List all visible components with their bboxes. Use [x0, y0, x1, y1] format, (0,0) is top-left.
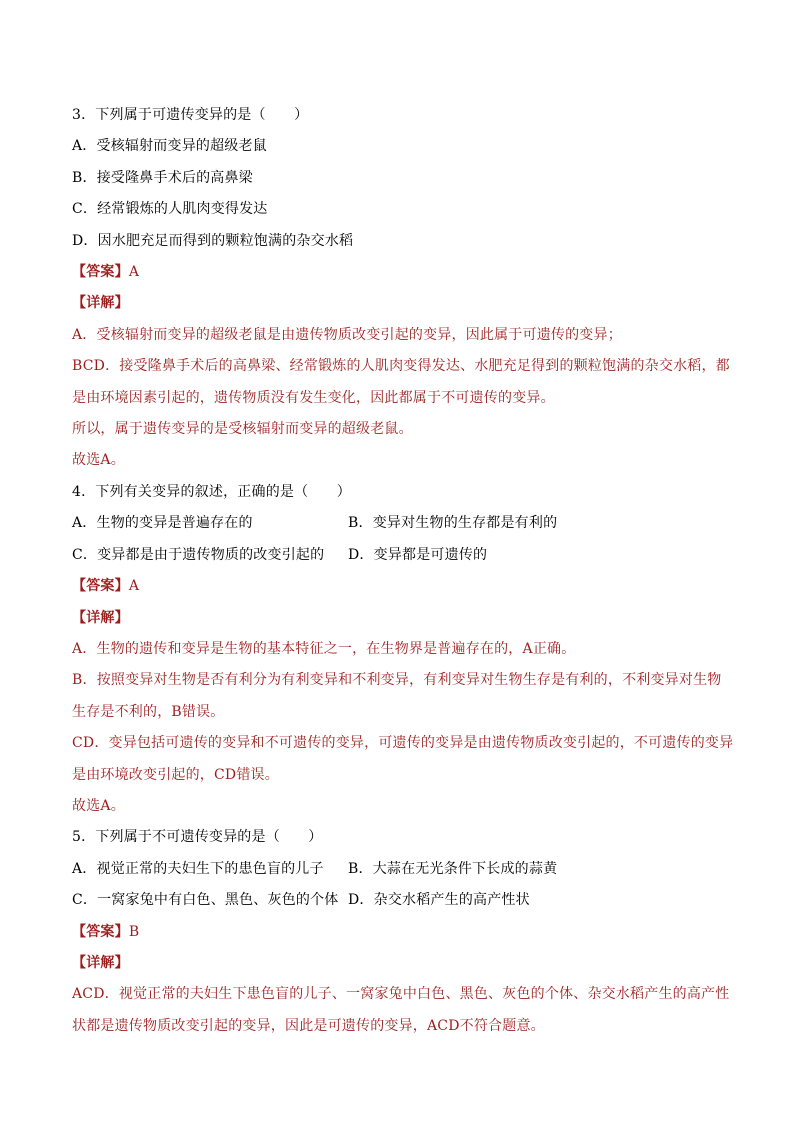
- q3-detail-line-1: A．受核辐射而变异的超级老鼠是由遗传物质改变引起的变异，因此属于可遗传的变异；: [72, 326, 622, 343]
- q4-detail-tag: 【详解】: [72, 609, 129, 626]
- q3-detail-line-2: BCD．接受隆鼻手术后的高鼻梁、经常锻炼的人肌肉变得发达、水肥充足得到的颗粒饱满的杂交水稻，都: [72, 358, 730, 375]
- q4-options-row-1: [72, 508, 722, 539]
- q4-detail-line-4: CD．变异包括可遗传的变异和不可遗传的变异，可遗传的变异是由遗传物质改变引起的，不可遗传的变异: [72, 735, 734, 752]
- q4-detail-line-5: 是由环境改变引起的，CD错误。: [72, 766, 279, 783]
- q5-detail-line-1: ACD．视觉正常的夫妇生下患色盲的儿子、一窝家兔中白色、黑色、灰色的个体、杂交水稻产生的高产性: [72, 986, 730, 1003]
- q4-answer-tag: 【答案】: [72, 578, 129, 595]
- q4-answer: [72, 571, 722, 602]
- q5-option-d: D．杂交水稻产生的高产性状: [348, 892, 530, 909]
- q3-detail-tag: 【详解】: [72, 295, 129, 312]
- q5-options-row-2: [72, 885, 722, 916]
- q3-option-b: B．接受隆鼻手术后的高鼻梁: [72, 169, 253, 186]
- q5-option-b: B．大蒜在无光条件下长成的蒜黄: [348, 860, 558, 877]
- q5-detail-tag: 【详解】: [72, 954, 129, 971]
- q5-option-a: A．视觉正常的夫妇生下的患色盲的儿子: [72, 860, 324, 877]
- q3-option-c: C．经常锻炼的人肌肉变得发达: [72, 201, 268, 218]
- q5-option-c: C．一窝家兔中有白色、黑色、灰色的个体: [72, 892, 339, 909]
- document-page: [72, 100, 734, 1042]
- q5-stem: 5．下列属于不可遗传变异的是（ ）: [72, 829, 323, 846]
- q5-options-row-1: [72, 854, 722, 885]
- q4-detail-line-2: B．按照变异对生物是否有利分为有利变异和不利变异，有利变异对生物生存是有利的，不利变异对生物: [72, 672, 722, 689]
- q3-answer-tag: 【答案】: [72, 264, 129, 281]
- q4-option-c: C．变异都是由于遗传物质的改变引起的: [72, 546, 325, 563]
- q4-option-b: B．变异对生物的生存都是有利的: [348, 515, 558, 532]
- q4-option-d: D．变异都是可遗传的: [348, 546, 488, 563]
- q3-option-d: D．因水肥充足而得到的颗粒饱满的杂交水稻: [72, 232, 354, 249]
- q5-answer-tag: 【答案】: [72, 923, 129, 940]
- q3-conclusion: 故选A。: [72, 452, 125, 469]
- q3-stem: 3．下列属于可遗传变异的是（ ）: [72, 107, 309, 123]
- q4-conclusion: 故选A。: [72, 797, 125, 814]
- q4-stem: 4．下列有关变异的叙述，正确的是（ ）: [72, 483, 351, 500]
- q3-answer: [72, 257, 722, 288]
- q3-detail-line-3: 是由环境因素引起的，遗传物质没有发生变化，因此都属于不可遗传的变异。: [72, 389, 555, 406]
- q3-summary: 所以，属于遗传变异的是受核辐射而变异的超级老鼠。: [72, 421, 413, 438]
- q4-answer-value: A: [128, 578, 140, 595]
- q3-answer-value: A: [128, 264, 140, 281]
- q5-detail-line-2: 状都是遗传物质改变引起的变异，因此是可遗传的变异，ACD不符合题意。: [72, 1017, 545, 1034]
- q5-answer-value: B: [128, 923, 140, 940]
- q4-option-a: A．生物的变异是普遍存在的: [72, 515, 253, 532]
- q4-detail-line-3: 生存是不利的，B错误。: [72, 703, 225, 720]
- q5-answer: [72, 917, 722, 948]
- q3-option-a: A．受核辐射而变异的超级老鼠: [72, 138, 267, 155]
- q4-detail-line-1: A．生物的遗传和变异是生物的基本特征之一，在生物界是普遍存在的，A正确。: [72, 640, 576, 657]
- q4-options-row-2: [72, 540, 722, 571]
